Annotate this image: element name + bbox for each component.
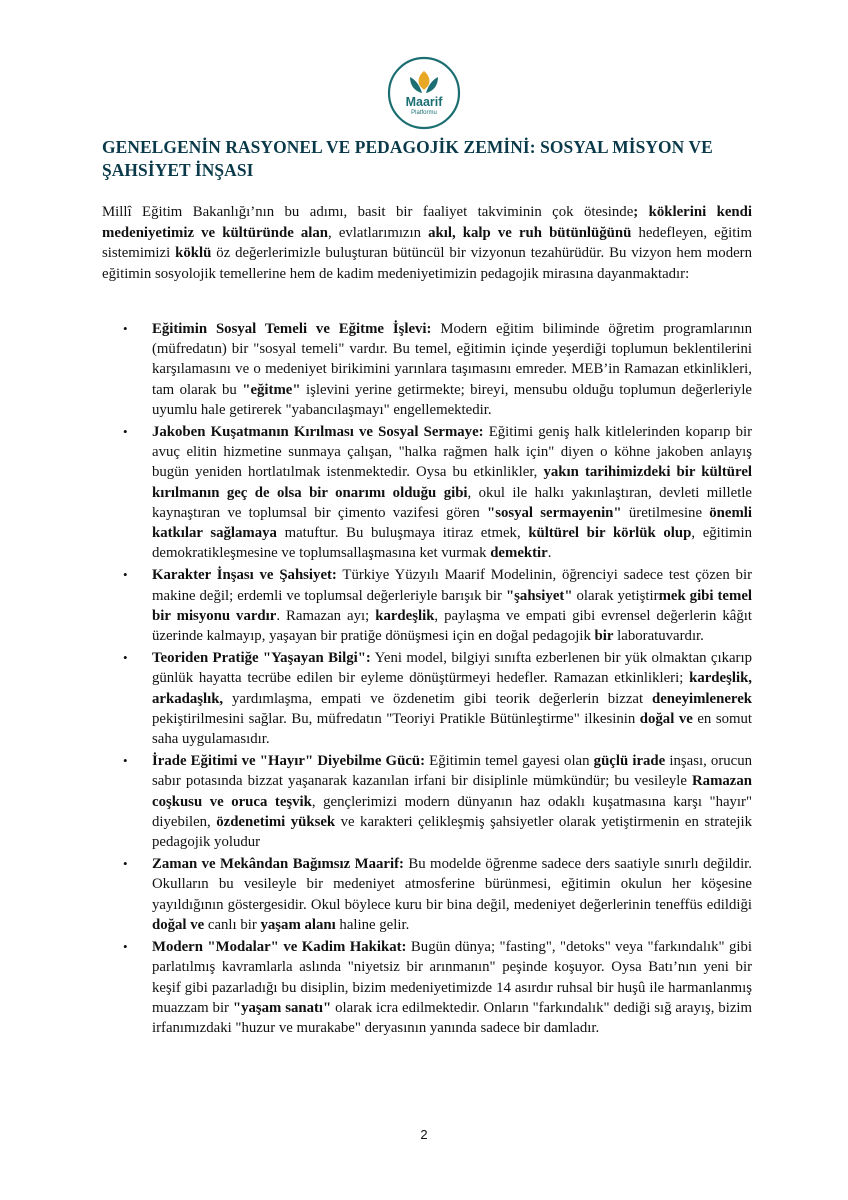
text-run: laboratuvardır. xyxy=(613,628,704,645)
bold-text: güçlü irade xyxy=(593,753,666,770)
bold-text: "eğitme" xyxy=(242,381,301,398)
text-run: , okul ile halkı yakınlaştıran, devleti milletle kaynaştıran ve toplumsal bir çimento vazifesi gören xyxy=(152,484,752,521)
bold-text: Modern "Modalar" ve Kadim Hakikat: xyxy=(152,939,407,956)
bold-text: Zaman ve Mekândan Bağımsız Maarif: xyxy=(152,856,404,873)
text-run: en somut saha uygulamasıdır. xyxy=(152,710,753,748)
bold-text: "yaşam sanatı" xyxy=(232,999,332,1016)
bold-text: "sosyal sermayenin" xyxy=(486,504,622,521)
bullet-icon: • xyxy=(123,939,128,955)
bold-text: ; köklerini kendi medeniyetimiz ve kültüründe alan xyxy=(102,204,752,241)
list-item xyxy=(102,319,752,420)
text-run: , gençlerimizi modern dünyanın haz odaklı kuşatmasına karşı "hayır" diyebilen, xyxy=(152,793,753,830)
text-run: yardımlaşma, empati ve özdenetim gibi teorik değerlerin bizzat xyxy=(223,690,652,707)
bullet-icon: • xyxy=(123,650,128,666)
bold-text: Jakoben Kuşatmanın Kırılması ve Sosyal Sermaye: xyxy=(152,424,484,441)
bold-text: Ramazan coşkusu ve oruca teşvik xyxy=(152,773,752,810)
text-run: ve karakteri çelikleşmiş şahsiyetler olarak yetiştirmenin en stratejik pedagojik yoludur xyxy=(152,813,752,851)
text-run: Millî Eğitim Bakanlığı’nın bu adımı, basit bir faaliyet takviminin çok ötesinde xyxy=(102,204,634,220)
bold-text: mek gibi temel bir misyonu vardır xyxy=(152,587,753,624)
list-item xyxy=(102,648,752,749)
text-run: . xyxy=(547,545,552,562)
section-title: GENELGENİN RASYONEL VE PEDAGOJİK ZEMİNİ: SOSYAL MİSYON VE ŞAHSİYET İNŞASI xyxy=(102,137,713,180)
bold-text: yaşam alanı xyxy=(260,916,336,933)
bold-text: doğal ve xyxy=(152,916,205,933)
text-run: Eğitimi geniş halk kitlelerinden koparıp bir avuç elitin hizmetine sunmaya çalışan, "halka rağmen halk için" diyen o köhne jakoben anlayış bugün yeniden hortlatılmak istenmektedir. Oysa bu etkinlikler, xyxy=(152,424,752,481)
list-item xyxy=(102,854,752,935)
bold-text: özdenetimi yüksek xyxy=(216,813,336,830)
svg-text:Maarif: Maarif xyxy=(405,95,443,109)
bullet-icon: • xyxy=(123,753,128,769)
svg-text:Platformu: Platformu xyxy=(411,110,437,116)
text-run: inşası, orucun sabır potasında bizzat yaşanarak kazanılan irfani bir disiplinle mümkündür; bu vesileyle xyxy=(152,753,753,790)
text-run: Bu modelde öğrenme sadece ders saatiyle sınırlı değildir. Okulların bu vesileyle bir medeniyet atmosferine bürünmesi, eğitimin okulun her köşesine yayıldığının göstergesidir. Okul böylece kuru bir bina değil, medeniyet değerlerinin teneffüs edildiği xyxy=(152,856,752,913)
bullet-icon: • xyxy=(123,567,128,583)
bold-text: köklü xyxy=(175,245,212,261)
bold-text: Eğitimin Sosyal Temeli ve Eğitme İşlevi: xyxy=(152,321,432,337)
bold-text: "şahsiyet" xyxy=(505,587,573,604)
bullet-icon: • xyxy=(123,321,128,336)
text-run: matuftur. Bu buluşmaya itiraz etmek, xyxy=(276,525,529,542)
text-run: haline gelir. xyxy=(335,916,410,933)
text-run: Bugün dünya; "fasting", "detoks" veya "farkındalık" gibi parlatılmış kavramlarla aslında "niyetsiz bir arınmanın" peşinde koşuyor. Oysa Batı’nın yeni bir keşif gibi pazarladığı bu disiplin, bizim medeniyetimizde 14 asırdır ruhsal bir huşû ile harmanlanmış muazzam bir xyxy=(152,939,752,1016)
text-run: işlevini yerine getirmekte; bireyi, mensubu olduğu toplumun değerleriyle uyumlu hale getirerek "yabancılaşmayı" engellemektedir. xyxy=(152,381,752,418)
text-run: canlı bir xyxy=(204,916,261,933)
text-run: üretilmesine xyxy=(621,504,710,521)
list-item xyxy=(102,937,752,1038)
bold-text: doğal ve xyxy=(639,710,693,727)
bold-text: yakın tarihimizdeki bir kültürel kırılmanın geç de olsa bir onarımı olduğu gibi xyxy=(152,464,752,501)
text-run: . Ramazan ayı; xyxy=(276,607,376,624)
text-run: Modern eğitim biliminde öğretim programlarının (müfredatın) bir "sosyal temeli" vardır. Bu temel, eğitimin içinde yeşerdiği toplumun beklentilerini karşılamasını ve o medeniyet birikimini yarınlara taşımasını emreder. MEB’in Ramazan etkinlikleri, tam olarak bu xyxy=(152,321,752,398)
bold-text: kardeşlik xyxy=(375,607,435,624)
bullet-icon: • xyxy=(123,424,128,440)
text-run: pekiştirilmesini sağlar. Bu, müfredatın "Teoriyi Pratikle Bütünleştirme" ilkesinin xyxy=(152,710,640,727)
bold-text: Teoriden Pratiğe "Yaşayan Bilgi": xyxy=(152,650,371,667)
text-run: Yeni model, bilgiyi sınıfta ezberlenen bir yük olmaktan çıkarıp günlük hayatta tecrübe edilen bir eyleme dönüştürmeyi hedefler. Ramazan etkinlikleri; xyxy=(152,650,752,687)
text-run: Eğitimin temel gayesi olan xyxy=(425,753,594,770)
bold-text: demektir xyxy=(490,545,548,562)
list-item xyxy=(102,565,752,646)
text-run: öz değerlerimizle buluşturan bütüncül bir vizyonun tezahürüdür. Bu vizyon hem modern eğitimin sosyolojik temellerine hem de kadim medeniyetimizin pedagojik mirasına dayanmaktadır: xyxy=(102,245,752,282)
text-run: , evlatlarımızın xyxy=(328,224,429,241)
bold-text: Karakter İnşası ve Şahsiyet: xyxy=(152,567,337,584)
bold-text: kültürel bir körlük olup xyxy=(528,525,692,542)
text-run: , eğitimin demokratikleşmesine ve toplumsallaşmasına ket vurmak xyxy=(152,525,753,562)
bold-text: deneyimlenerek xyxy=(651,690,752,707)
bold-text: akıl, kalp ve ruh bütünlüğünü xyxy=(428,224,632,241)
list-item xyxy=(102,751,752,852)
text-run: , paylaşma ve empati gibi evrensel değerlerin kâğıt üzerinde kalmayıp, yaşayan bir pratiğe dönüşmesi için en doğal pedagojik xyxy=(152,607,752,645)
intro-paragraph xyxy=(102,202,752,284)
text-run: hedefleyen, eğitim sistemimizi xyxy=(102,224,752,261)
bullet-icon: • xyxy=(123,856,128,872)
maarif-platformu-logo xyxy=(386,55,462,131)
bold-text: önemli katkılar sağlamaya xyxy=(152,504,753,542)
bold-text: bir xyxy=(594,628,614,645)
logo-icon xyxy=(386,55,462,131)
bold-text: kardeşlik, arkadaşlık, xyxy=(152,670,752,707)
text-run: olarak icra edilmektedir. Onların "farkındalık" dediği sığ arayış, bizim irfanımızdaki "huzur ve murakabe" deryasının yanında sadece bir damladır. xyxy=(152,999,753,1036)
bullet-list xyxy=(102,319,752,1040)
list-item xyxy=(102,422,752,563)
bold-text: İrade Eğitimi ve "Hayır" Diyebilme Gücü: xyxy=(152,753,426,770)
page-number: 2 xyxy=(420,1127,428,1142)
text-run: Türkiye Yüzyılı Maarif Modelinin, öğrenciyi sadece test çözen bir makine değil; erdemli ve toplumsal değerleriyle barışık bir xyxy=(152,567,752,604)
text-run: olarak yetiştir xyxy=(572,587,659,604)
